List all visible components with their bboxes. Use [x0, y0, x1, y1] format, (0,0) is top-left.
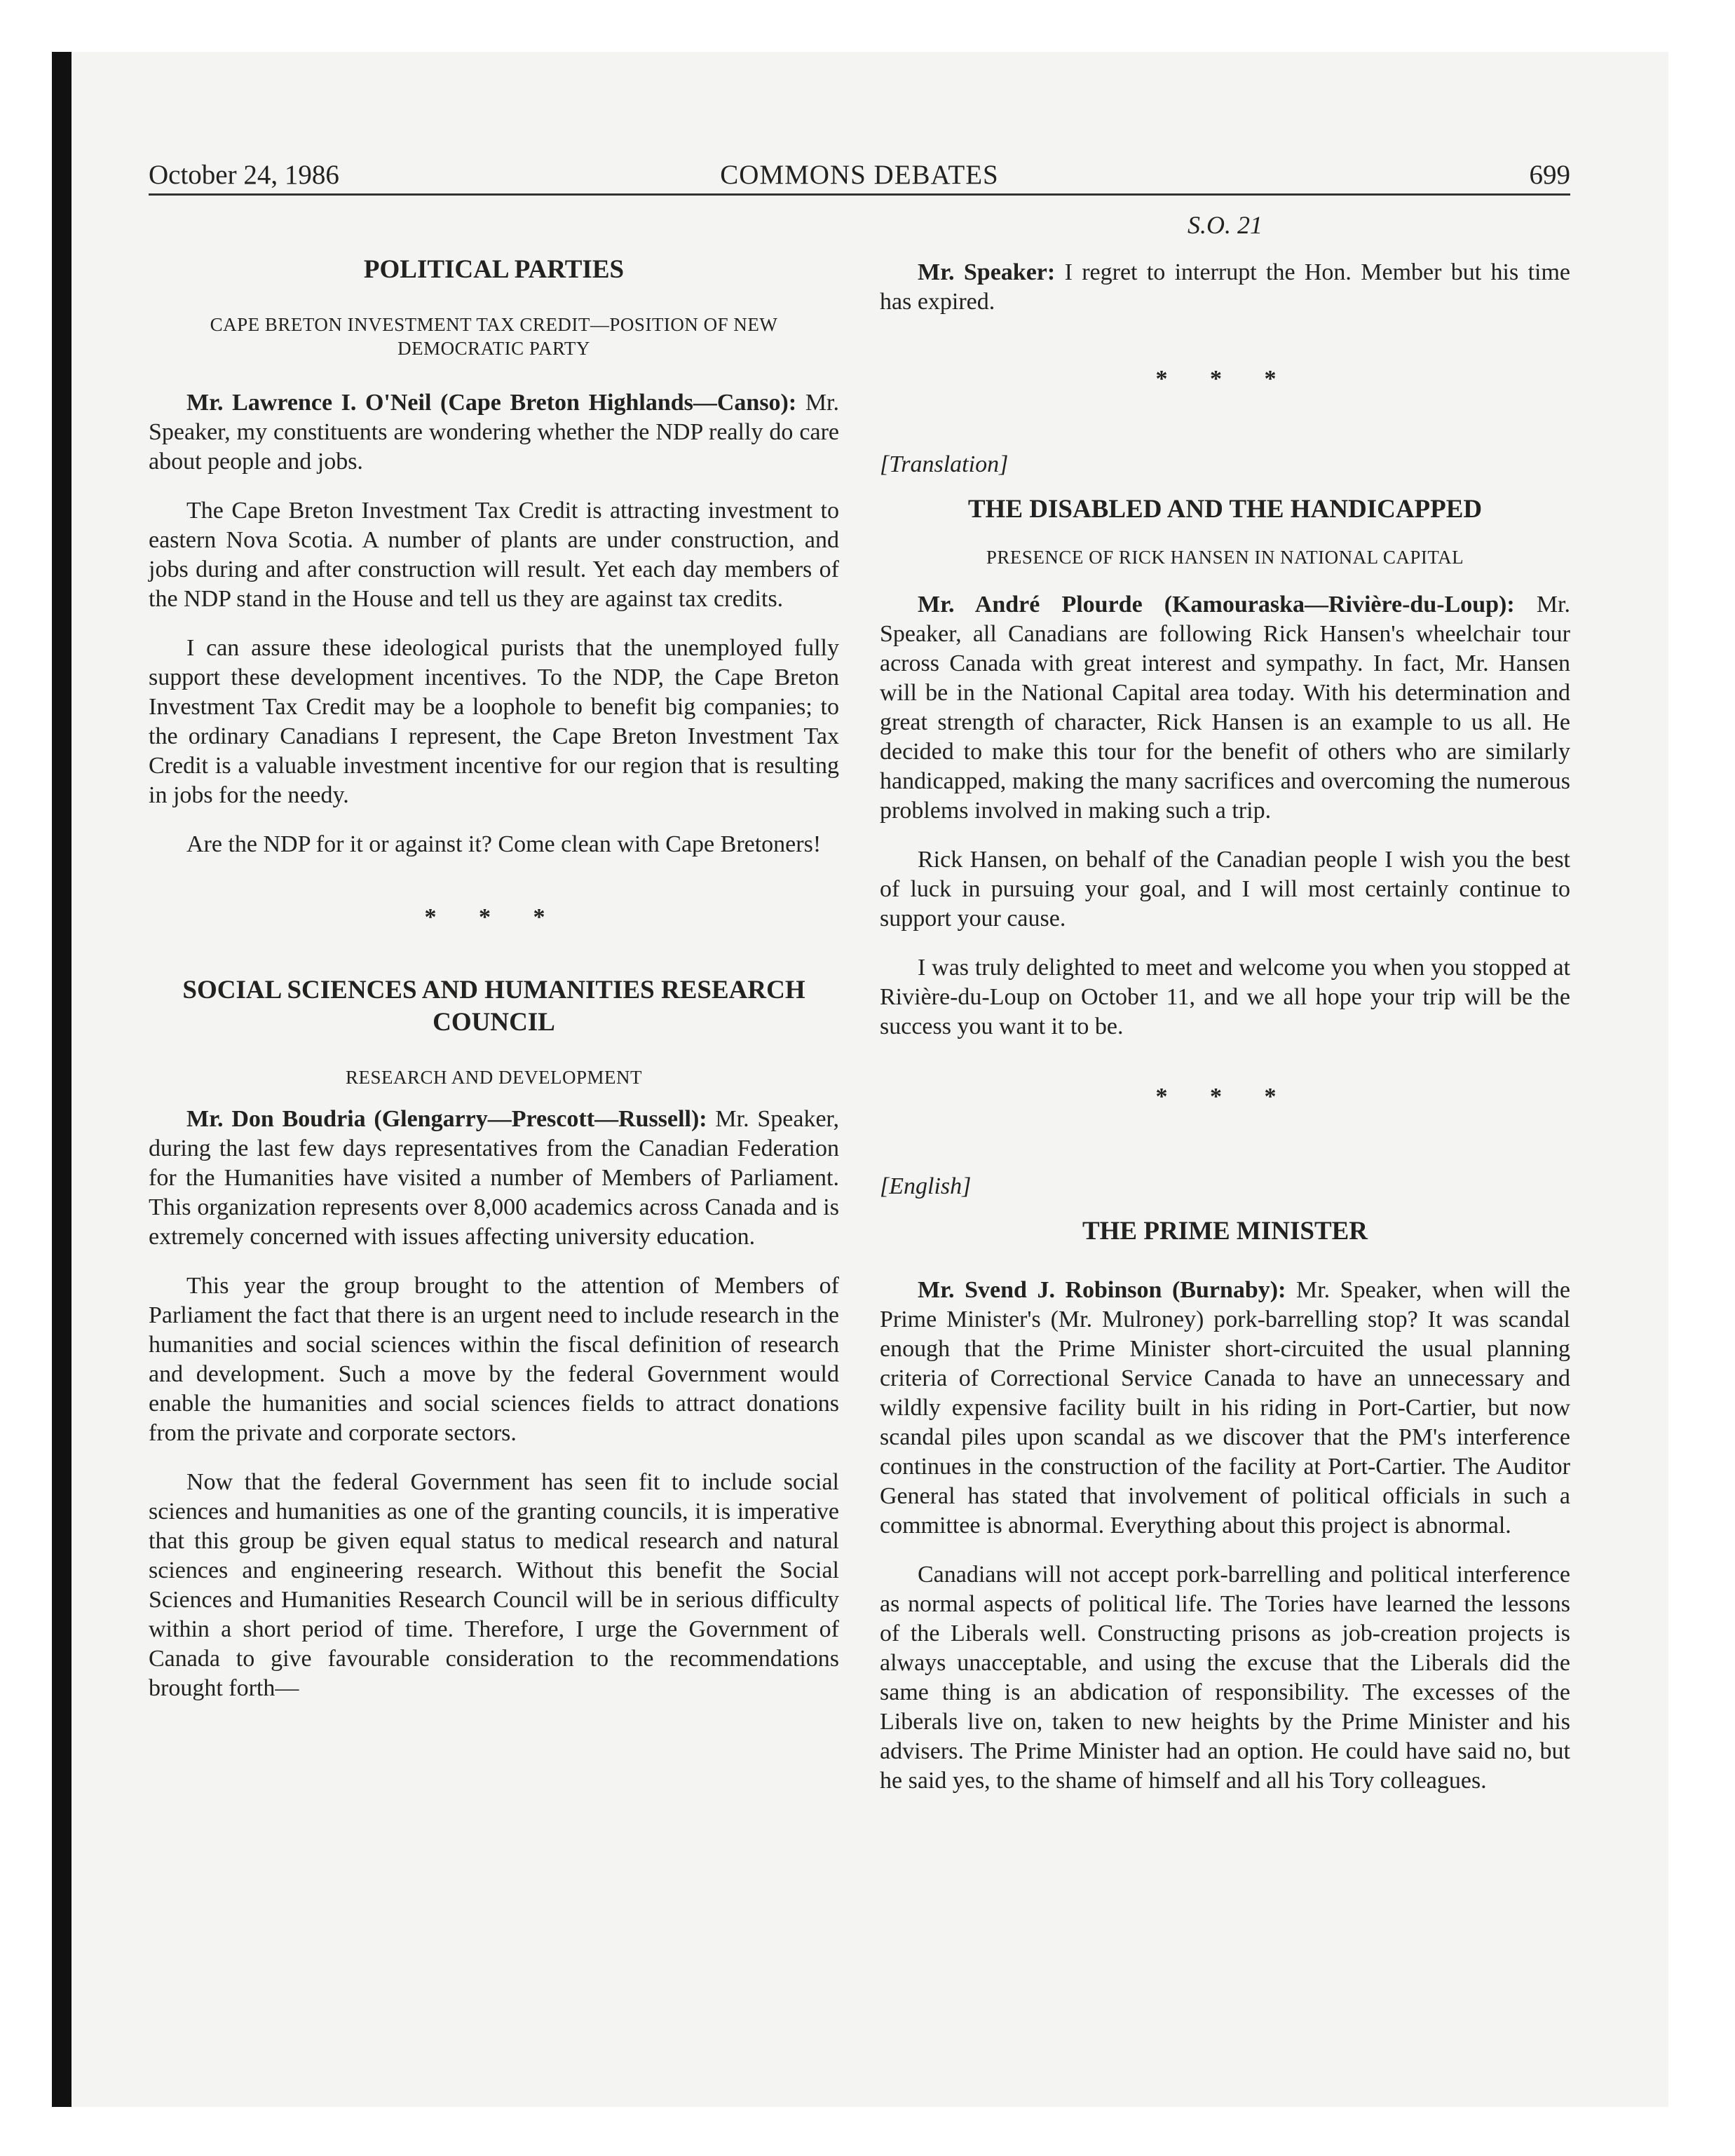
section-separator: * * * — [1155, 1084, 1295, 1110]
speaker-name: Mr. André Plourde (Kamouraska—Rivière-du-Loup): — [918, 592, 1515, 618]
page-number: 699 — [1529, 160, 1570, 190]
statement-paragraph: Canadians will not accept pork-barrelling and political interference as normal aspects of political life. The Tories have learned the lessons of the Liberals well. Constructing prisons as job-creation projects is always unacceptable, and using the excuse that the Liberals did the same thing is an abdication of responsibility. The excesses of the Liberals live on, taken to new heights by the Prime Minister and his advisers. The Prime Minister had an option. He could have said no, but he said yes, to the shame of himself and all his Tory colleagues. — [880, 1562, 1570, 1794]
section-title-political-parties: POLITICAL PARTIES — [363, 255, 625, 284]
statement-paragraph: This year the group brought to the attention of Members of Parliament the fact that there is an urgent need to include research in the humanities and social sciences within the fiscal definition of research and development. Such a move by the federal Government would enable the humanities and social sciences fields to attract donations from the private and corporate sectors. — [149, 1273, 839, 1446]
statement-paragraph: Mr. Don Boudria (Glengarry—Prescott—Russell): Mr. Speaker, during the last few days representatives from the Canadian Federation for the Humanities have visited a number of Members of Parliament. This organization represents over 8,000 academics across Canada and is extremely concerned with issues affecting university education. — [149, 1106, 840, 1250]
page-header — [149, 160, 1570, 196]
statement-paragraph: Are the NDP for it or against it? Come clean with Cape Bretoners! — [186, 831, 822, 857]
section-separator: * * * — [1155, 366, 1295, 392]
english-tag: [English] — [880, 1173, 972, 1199]
section-separator: * * * — [424, 904, 564, 930]
statement-paragraph: I was truly delighted to meet and welcome you when you stopped at Rivière-du-Loup on October 11, and we all hope your trip will be the success you want it to be. — [880, 955, 1570, 1039]
statement-paragraph: Mr. André Plourde (Kamouraska—Rivière-du-Loup): Mr. Speaker, all Canadians are following Rick Hansen's wheelchair tour across Canada with great interest and sympathy. In fact, Mr. Hansen will be in the National Capital area today. With his determination and great strength of character, Rick Hansen is an example to us all. He decided to make this tour for the benefit of others who are similarly handicapped, making the many sacrifices and overcoming the numerous problems involved in making such a trip. — [880, 592, 1570, 824]
left-column — [149, 210, 839, 1723]
scan-edge — [52, 52, 72, 2107]
statement-paragraph: Mr. Svend J. Robinson (Burnaby): Mr. Speaker, when will the Prime Minister's (Mr. Mulroney) pork-barrelling stop? It was scandal enough that the Prime Minister short-circuited the usual planning criteria of Correctional Service Canada to have an unnecessary and wildly expensive facility built in his riding in Port-Cartier, but now scandal piles upon scandal as we discover that the PM's interference continues in the construction of the facility at Port-Cartier. The Auditor General has stated that involvement of political officials in such a committee is abnormal. Everything about this project is abnormal. — [880, 1277, 1570, 1538]
section-title-prime-minister: THE PRIME MINISTER — [1082, 1217, 1368, 1246]
statement-paragraph: Now that the federal Government has seen fit to include social sciences and humanities as one of the granting councils, it is imperative that this group be given equal status to medical research and natural sciences and engineering research. Without this benefit the Social Sciences and Humanities Research Council will be in serious difficulty within a short period of time. Therefore, I urge the Government of Canada to give favourable consideration to the recommendations brought forth— — [149, 1469, 839, 1701]
statement-paragraph: Mr. Lawrence I. O'Neil (Cape Breton Highlands—Canso): Mr. Speaker, my constituents are wondering whether the NDP really do care about people and jobs. — [149, 390, 840, 475]
standing-order-reference: S.O. 21 — [1188, 211, 1263, 239]
speaker-name: Mr. Svend J. Robinson (Burnaby): — [918, 1277, 1286, 1303]
translation-tag: [Translation] — [880, 451, 1009, 477]
section-subtitle-cape-breton: CAPE BRETON INVESTMENT TAX CREDIT—POSITION OF NEW DEMOCRATIC PARTY — [210, 314, 778, 359]
speaker-name: Mr. Speaker: — [918, 259, 1056, 285]
speaker-name: Mr. Don Boudria (Glengarry—Prescott—Russell): — [186, 1106, 707, 1132]
section-subtitle-rick-hansen: PRESENCE OF RICK HANSEN IN NATIONAL CAPITAL — [986, 547, 1464, 568]
speaker-name: Mr. Lawrence I. O'Neil (Cape Breton Highlands—Canso): — [186, 390, 797, 416]
section-title-sshrc: SOCIAL SCIENCES AND HUMANITIES RESEARCH COUNCIL — [182, 976, 805, 1037]
statement-paragraph: Rick Hansen, on behalf of the Canadian people I wish you the best of luck in pursuing your goal, and I will most certainly continue to support your cause. — [880, 847, 1570, 932]
header-date: October 24, 1986 — [149, 160, 339, 190]
right-column — [880, 210, 1570, 1815]
section-subtitle-research: RESEARCH AND DEVELOPMENT — [345, 1067, 642, 1088]
statement-paragraph: I can assure these ideological purists that the unemployed fully support these development incentives. To the NDP, the Cape Breton Investment Tax Credit may be a loophole to benefit big companies; to the ordinary Canadians I represent, the Cape Breton Investment Tax Credit is a valuable investment incentive for our region that is resulting in jobs for the needy. — [149, 635, 839, 808]
section-title-disabled: THE DISABLED AND THE HANDICAPPED — [967, 495, 1483, 524]
statement-paragraph: The Cape Breton Investment Tax Credit is attracting investment to eastern Nova Scotia. A number of plants are under construction, and jobs during and after construction will result. Yet each day members of the NDP stand in the House and tell us they are against tax credits. — [149, 498, 839, 612]
header-title: COMMONS DEBATES — [720, 160, 999, 190]
statement-paragraph: Mr. Speaker: I regret to interrupt the Hon. Member but his time has expired. — [880, 259, 1570, 315]
